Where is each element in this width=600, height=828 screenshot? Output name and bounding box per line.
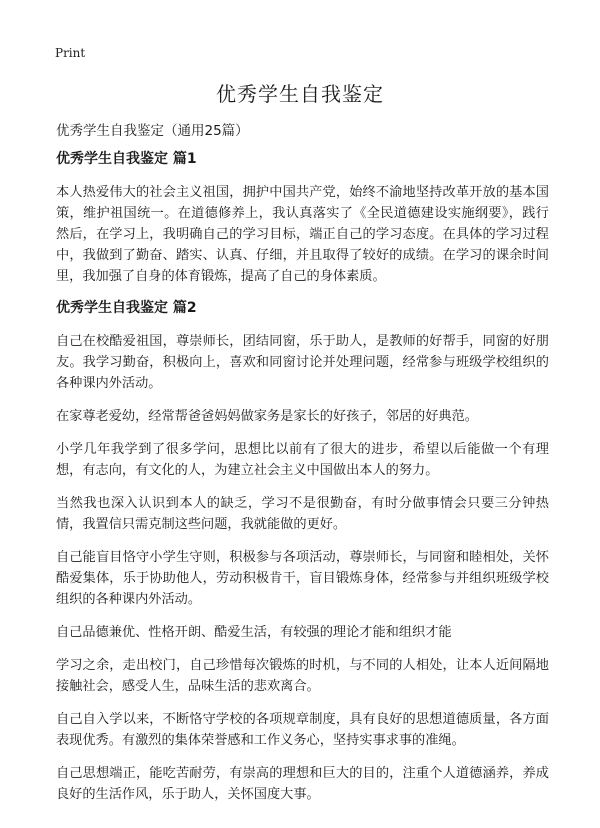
paragraph: 自己能盲目恪守小学生守则，积极参与各项活动，尊崇师长，与同窗和睦相处，关怀酷爱集体，乐于协助他人，劳动积极肯干，盲目锻炼身体，经常参与并组织班级学校组织的各种课内外活动。: [56, 550, 549, 607]
section-heading: 优秀学生自我鉴定 篇1: [56, 151, 197, 167]
section-1: [56, 150, 549, 287]
section-heading: 优秀学生自我鉴定 篇2: [56, 300, 197, 316]
paragraph: 在家尊老爱幼，经常帮爸爸妈妈做家务是家长的好孩子，邻居的好典范。: [56, 409, 478, 424]
document-subtitle: 优秀学生自我鉴定（通用25篇）: [56, 123, 249, 139]
page-title: 优秀学生自我鉴定: [216, 82, 384, 106]
paragraph: 本人热爱伟大的社会主义祖国，拥护中国共产党，始终不渝地坚持改革开放的基本国策，维护祖国统一。在道德修养上，我认真落实了《全民道德建设实施纲要》，践行然后，在学习上，我明确自己的学习目标，端正自己的学习态度。在具体的学习过程中，我做到了勤奋、踏实、认真、仔细，并且取得了较好的成绩。在学习的课余时间里，我加强了自身的体育锻炼，提高了自己的身体素质。: [56, 185, 549, 284]
section-2: [56, 299, 549, 805]
paragraph: 小学几年我学到了很多学问，思想比以前有了很大的进步，希望以后能做一个有理想，有志向，有文化的人，为建立社会主义中国做出本人的努力。: [56, 442, 549, 478]
paragraph: 自己在校酷爱祖国，尊崇师长，团结同窗，乐于助人，是教师的好帮手，同窗的好朋友。我学习勤奋，积极向上，喜欢和同窗讨论并处理问题，经常参与班级学校组织的各种课内外活动。: [56, 334, 549, 391]
paragraph: 自己自入学以来，不断恪守学校的各项规章制度，具有良好的思想道德质量，各方面表现优秀。有激烈的集体荣誉感和工作义务心，坚持实事求事的准绳。: [56, 712, 549, 748]
document-body: [56, 150, 549, 817]
paragraph: 自己品德兼优、性格开朗、酷爱生活，有较强的理论才能和组织才能: [56, 625, 452, 640]
paragraph: 当然我也深入认识到本人的缺乏，学习不是很勤奋，有时分做事情会只要三分钟热情，我置信只需克制这些问题，我就能做的更好。: [56, 496, 549, 532]
paragraph: 学习之余，走出校门，自己珍惜每次锻炼的时机，与不同的人相处，让本人近间隔地接触社会，感受人生，品味生活的悲欢离合。: [56, 658, 549, 694]
print-link[interactable]: Print: [55, 46, 86, 60]
paragraph: 自己思想端正，能吃苦耐劳，有崇高的理想和巨大的目的，注重个人道德涵养，养成良好的生活作风，乐于助人，关怀国度大事。: [56, 766, 549, 802]
